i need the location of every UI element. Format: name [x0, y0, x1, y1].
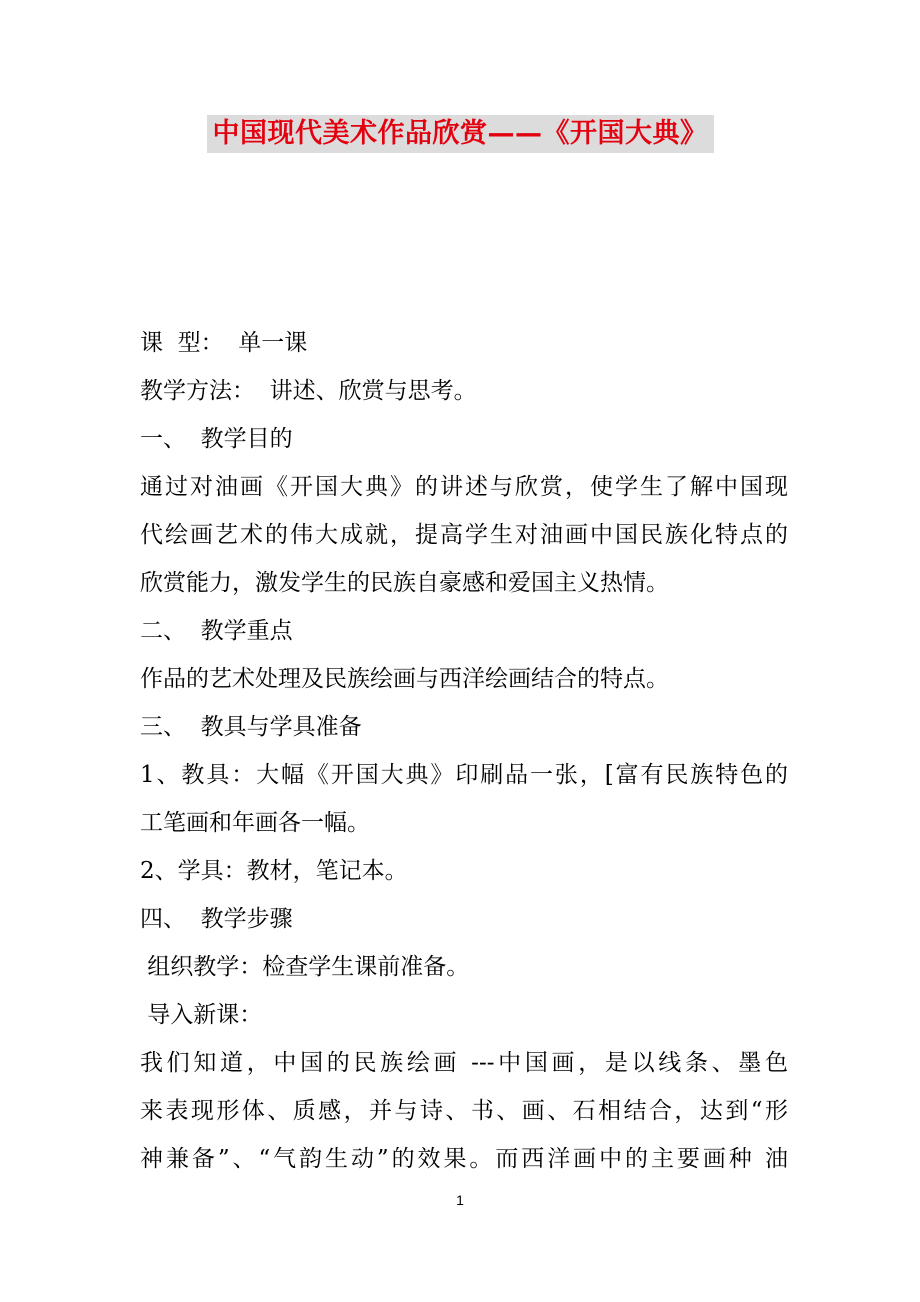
- text-line: 二、 教学重点: [140, 618, 293, 644]
- document-title: 中国现代美术作品欣赏——《开国大典》: [207, 115, 714, 153]
- text-line: 代绘画艺术的伟大成就，提高学生对油画中国民族化特点的: [140, 522, 788, 548]
- document-body: [140, 319, 788, 1183]
- text-line: 课 型： 单一课: [140, 330, 308, 356]
- title-container: [0, 115, 920, 153]
- text-line: 四、 教学步骤: [140, 906, 293, 932]
- text-line: 神兼备”、“气韵生动”的效果。而西洋画中的主要画种 油: [140, 1146, 788, 1172]
- text-line: 教学方法： 讲述、欣赏与思考。: [140, 378, 477, 404]
- text-line: 导入新课：: [140, 1002, 263, 1028]
- text-line: 1、教具：大幅《开国大典》印刷品一张，[富有民族特色的: [140, 762, 788, 788]
- text-line: 我们知道，中国的民族绘画 ---中国画，是以线条、墨色: [140, 1050, 788, 1076]
- text-line: 一、 教学目的: [140, 426, 293, 452]
- text-line: 作品的艺术处理及民族绘画与西洋绘画结合的特点。: [140, 666, 669, 692]
- text-line: 三、 教具与学具准备: [140, 714, 362, 740]
- text-line: 工笔画和年画各一幅。: [140, 810, 370, 836]
- text-line: 2、学具：教材，笔记本。: [140, 858, 408, 884]
- page-number: 1: [456, 1192, 464, 1208]
- text-line: 欣赏能力，激发学生的民族自豪感和爱国主义热情。: [140, 570, 669, 596]
- text-line: 通过对油画《开国大典》的讲述与欣赏，使学生了解中国现: [140, 474, 788, 500]
- text-line: 来表现形体、质感，并与诗、书、画、石相结合，达到“形: [140, 1098, 788, 1124]
- text-line: 组织教学：检查学生课前准备。: [140, 954, 470, 980]
